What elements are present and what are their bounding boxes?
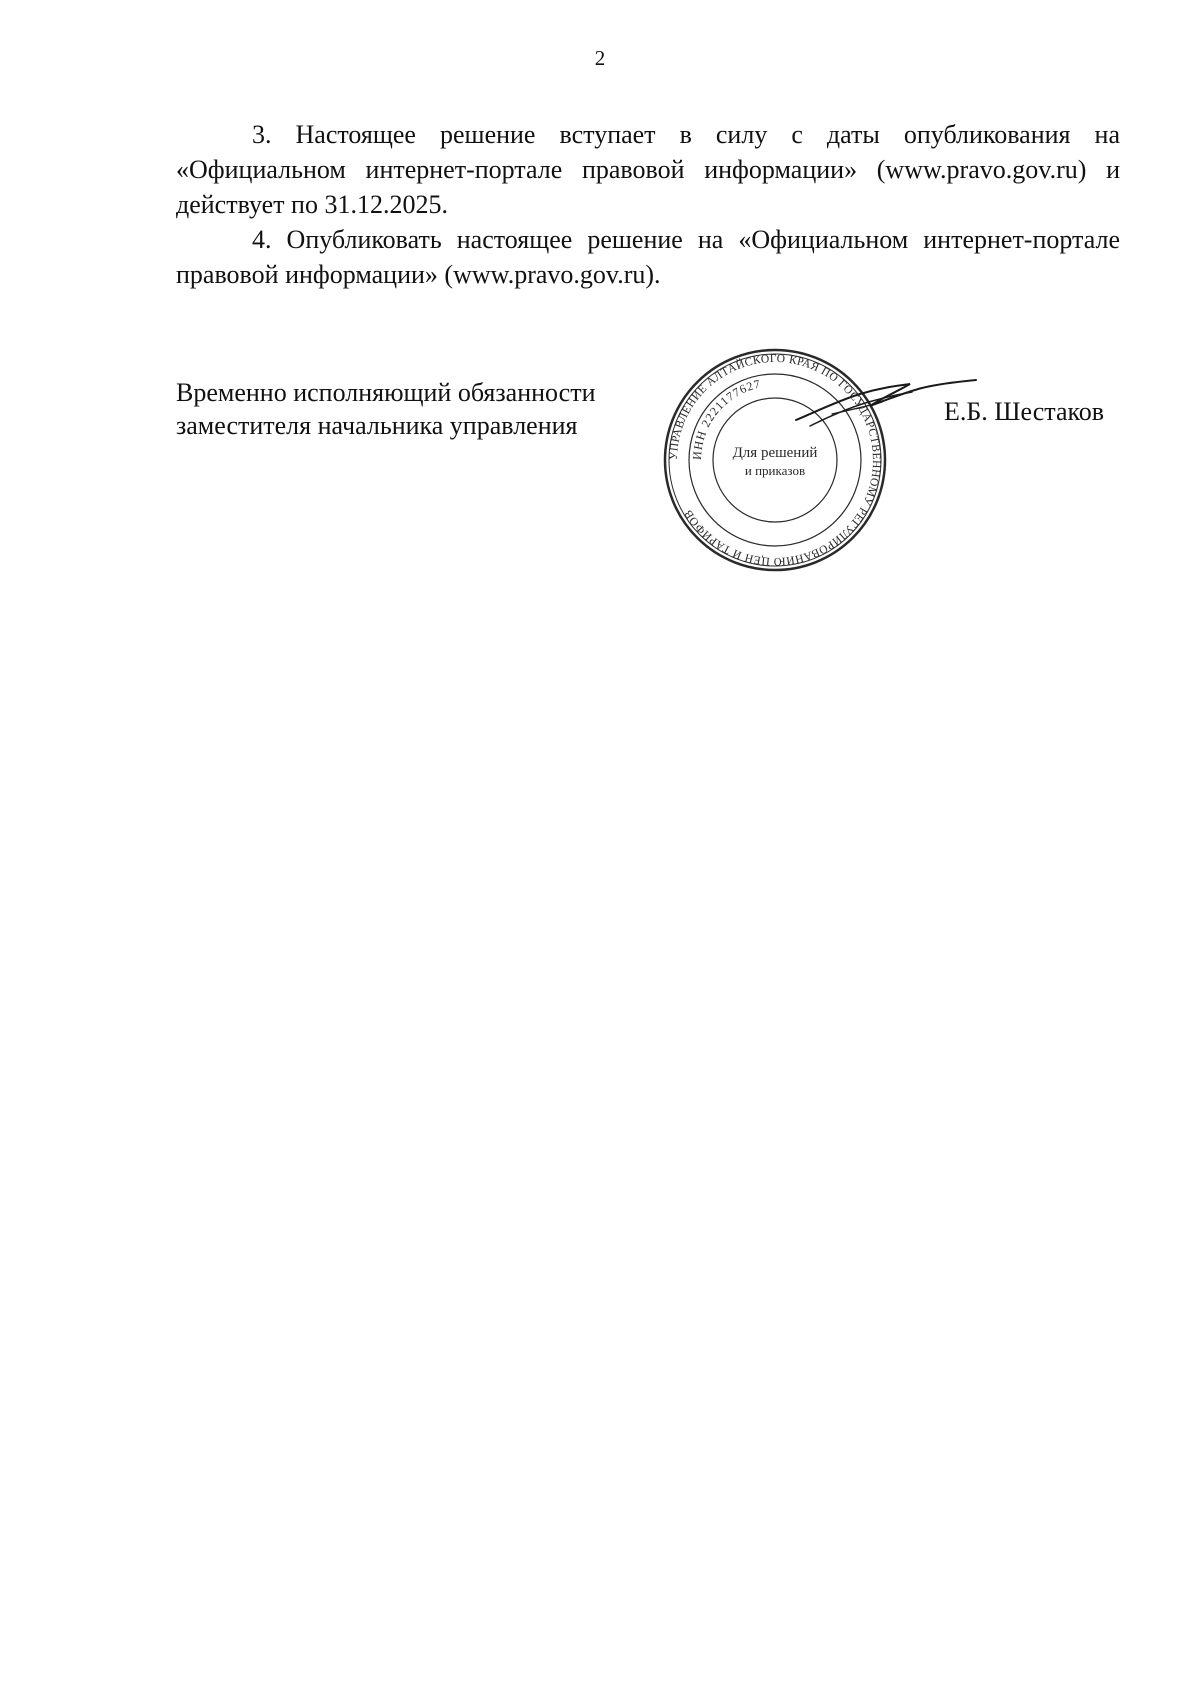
paragraph-4: 4. Опубликовать настоящее решение на «Официальном интернет-портале правовой информации» (www.pravo.gov.ru). — [176, 225, 1120, 289]
signer-position — [176, 376, 596, 442]
page-number: 2 — [594, 46, 606, 70]
seal-center-line-2: и приказов — [744, 463, 806, 478]
paragraph-3: 3. Настоящее решение вступает в силу с даты опубликования на «Официальном интернет-портале правовой информации» (www.pravo.gov.ru) и действует по 31.12.2025. — [176, 120, 1120, 219]
seal-inn-text: ИНН 2221177627 — [689, 376, 763, 461]
seal-center-line-1: Для решений — [732, 445, 818, 461]
signer-position-line-2: заместителя начальника управления — [176, 411, 578, 440]
document-body — [176, 117, 1120, 292]
signer-name: Е.Б. Шестаков — [944, 397, 1105, 426]
signer-position-line-1: Временно исполняющий обязанности — [176, 378, 596, 407]
seal-outer-text: УПРАВЛЕНИЕ АЛТАЙСКОГО КРАЯ ПО ГОСУДАРСТВЕННОМУ РЕГУЛИРОВАНИЮ ЦЕН И ТАРИФОВ — [667, 352, 883, 568]
